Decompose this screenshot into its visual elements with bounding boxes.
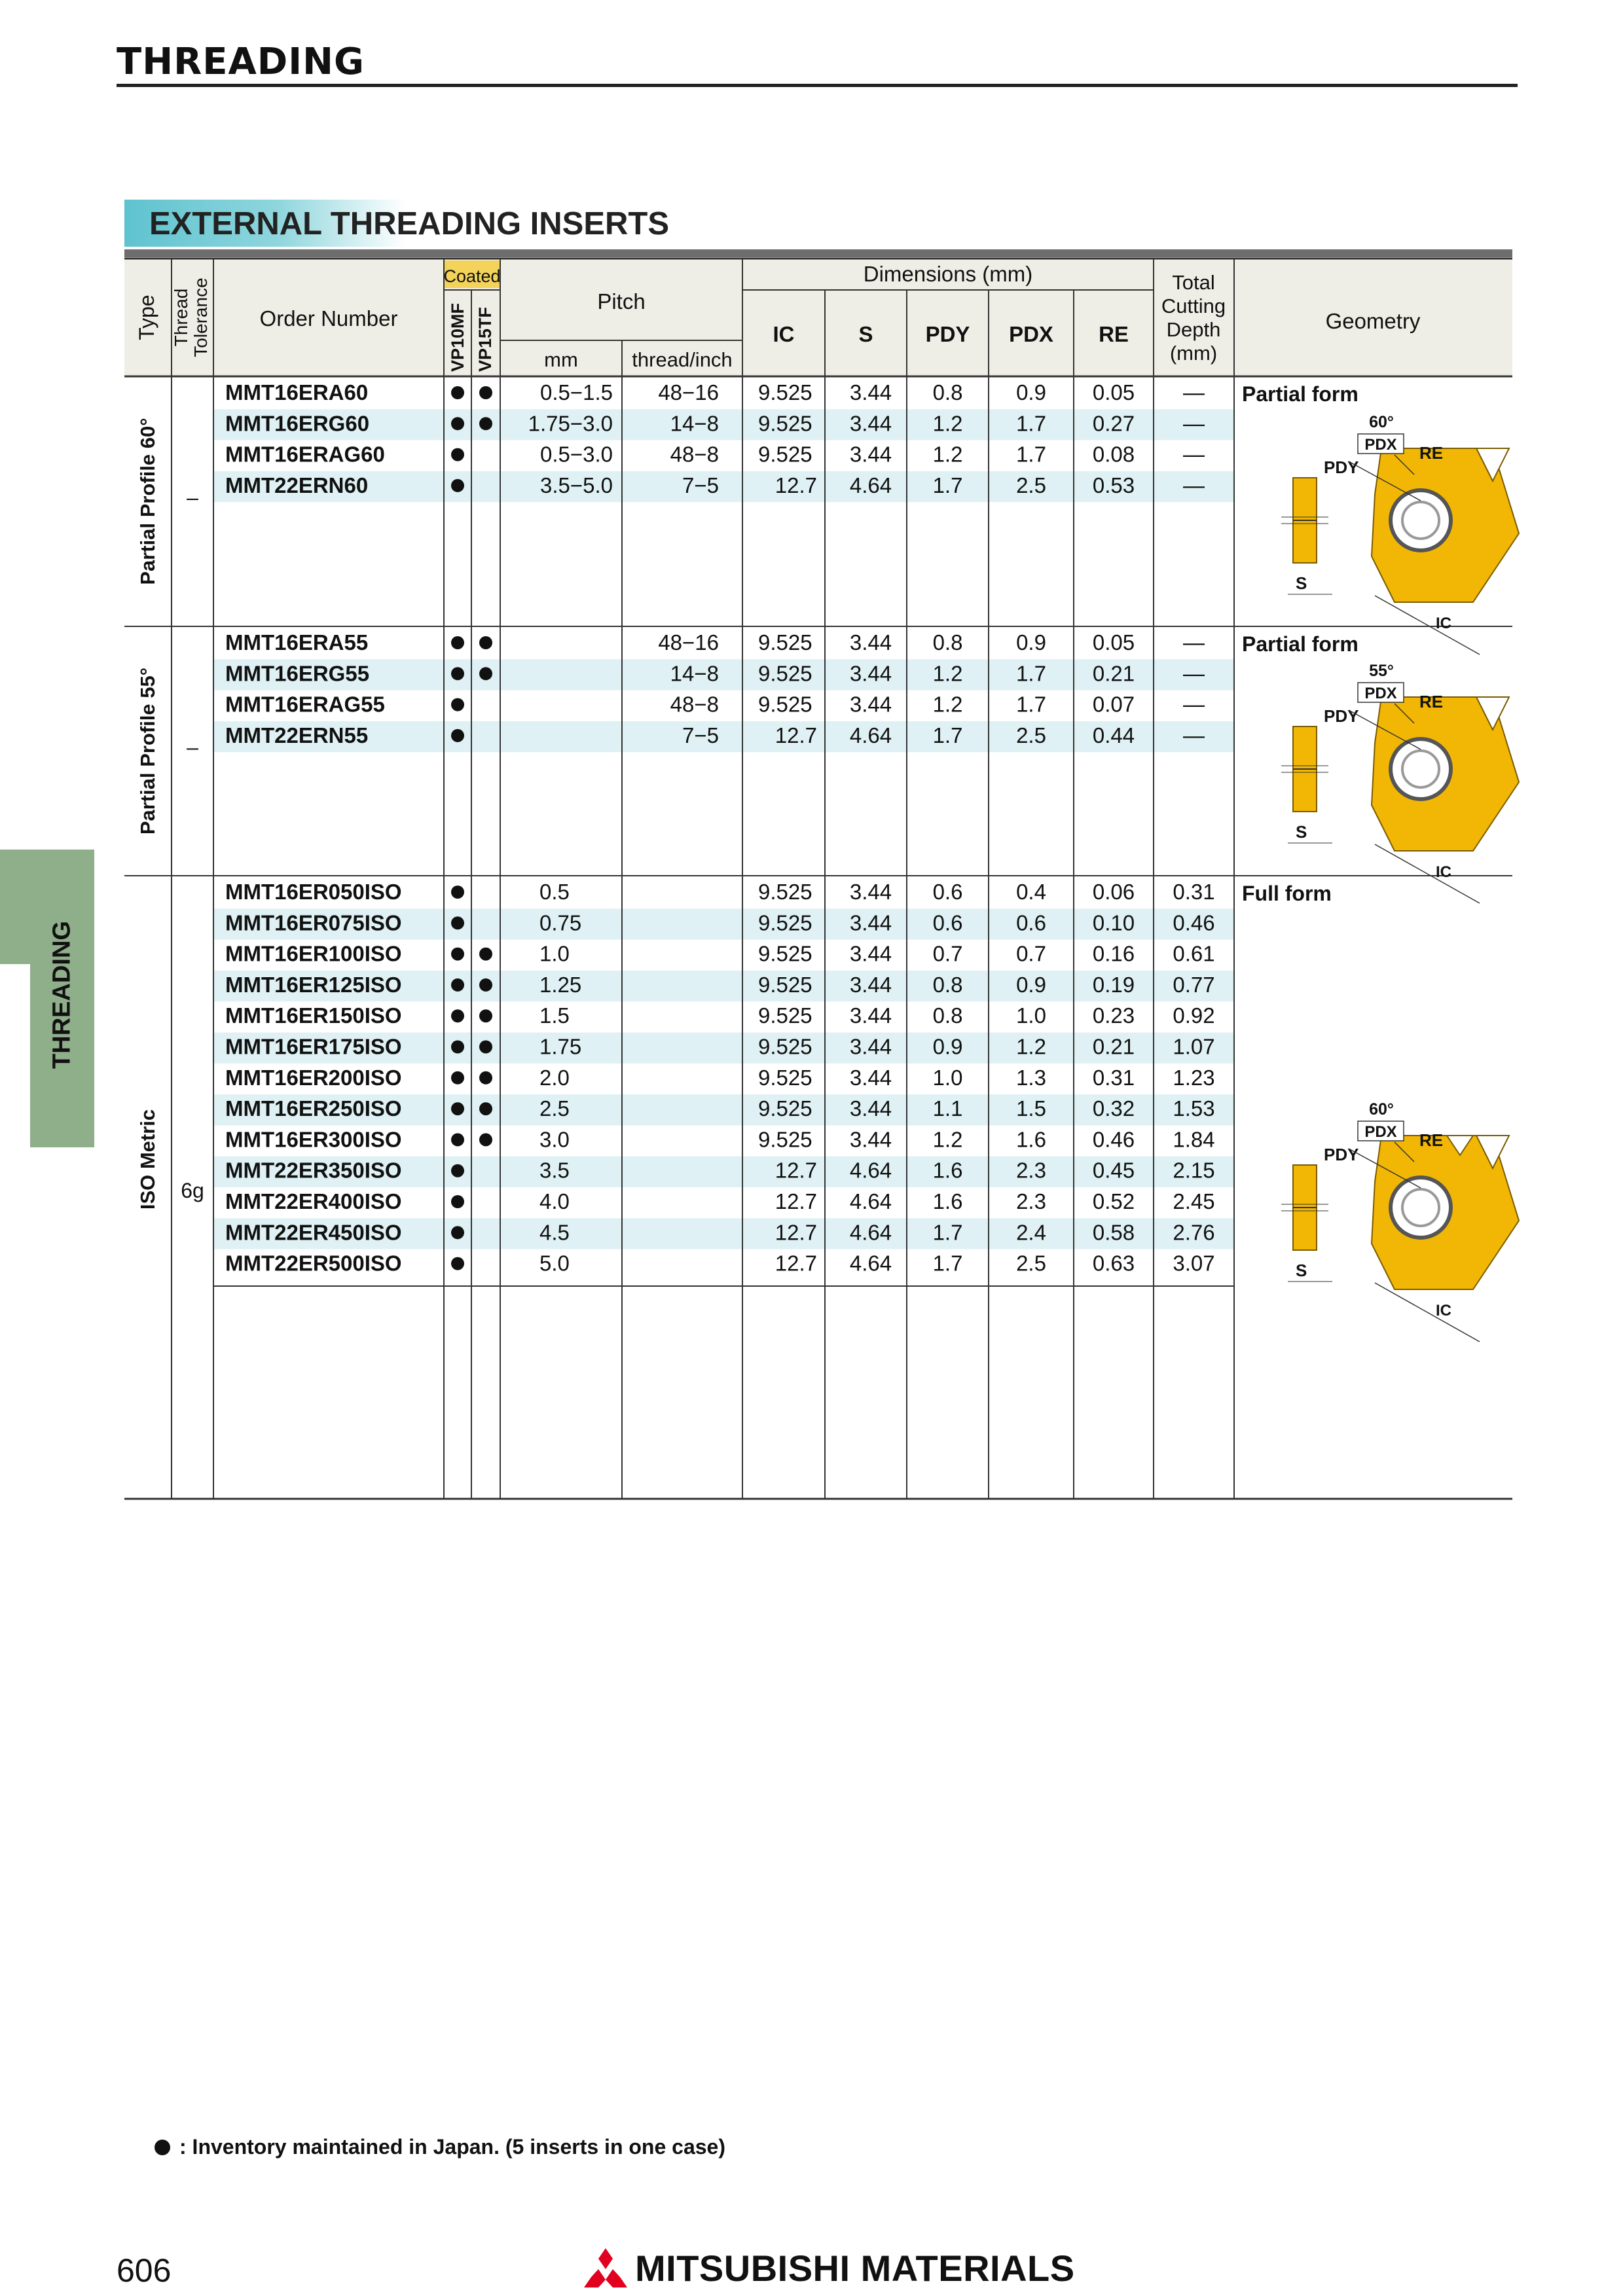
- pitch-mm: 1.25: [539, 972, 582, 997]
- pitch-mm: 0.75: [539, 910, 582, 935]
- stock-dot-vp15tf: [479, 1071, 492, 1085]
- diagram-label-ic: IC: [1436, 1302, 1451, 1319]
- diagram-label-pdx: PDX: [1364, 1123, 1397, 1141]
- dim-ic: 9.525: [758, 411, 812, 436]
- diagram-label-pdy: PDY: [1324, 457, 1359, 477]
- dim-pdy: 1.7: [932, 473, 963, 497]
- order-number: MMT22ER350ISO: [225, 1158, 402, 1183]
- dim-pdy: 1.7: [932, 1251, 963, 1276]
- group-type-label: Partial Profile 55°: [136, 667, 159, 835]
- stock-dot-vp15tf: [479, 386, 492, 399]
- diagram-angle-label: 60°: [1369, 413, 1394, 431]
- dim-re: 0.27: [1092, 411, 1135, 436]
- stock-dot-vp10mf: [451, 729, 464, 742]
- dim-pdy: 1.2: [932, 411, 963, 436]
- pitch-mm: 4.5: [539, 1220, 570, 1245]
- dim-pdx: 1.7: [1016, 661, 1046, 686]
- pitch-mm: 3.5−5.0: [539, 473, 613, 497]
- dim-re: 0.53: [1092, 473, 1135, 497]
- dim-re: 0.10: [1092, 910, 1135, 935]
- stock-dot-vp10mf: [451, 1164, 464, 1177]
- footnote: [155, 2135, 725, 2159]
- dim-pdx: 2.3: [1016, 1189, 1046, 1213]
- dim-re: 0.44: [1092, 723, 1135, 747]
- three-diamonds-icon: [584, 2248, 627, 2287]
- dim-re: 0.31: [1092, 1065, 1135, 1090]
- dim-s: 3.44: [849, 1127, 892, 1152]
- dim-ic: 9.525: [758, 1127, 812, 1152]
- stock-dot-vp10mf: [451, 1133, 464, 1146]
- pitch-tpi: 7−5: [682, 723, 719, 747]
- dim-s: 3.44: [849, 1065, 892, 1090]
- dim-ic: 9.525: [758, 1096, 812, 1121]
- order-number: MMT16ERAG55: [225, 692, 385, 717]
- pitch-mm: 2.0: [539, 1065, 570, 1090]
- header-pitch-tpi: thread/inch: [632, 348, 733, 371]
- header-type: Type: [135, 295, 158, 340]
- order-number: MMT16ERG55: [225, 661, 370, 686]
- header-order-number: Order Number: [259, 306, 398, 331]
- dim-pdx: 2.5: [1016, 1251, 1046, 1276]
- pitch-mm: 1.5: [539, 1003, 570, 1028]
- dim-s: 3.44: [849, 380, 892, 404]
- diagram-label-pdx: PDX: [1364, 436, 1397, 454]
- total-cutting-depth: 3.07: [1173, 1251, 1215, 1276]
- dim-s: 3.44: [849, 1034, 892, 1059]
- dim-ic: 9.525: [758, 941, 812, 966]
- pitch-mm: 0.5: [539, 880, 570, 904]
- dim-pdy: 1.2: [932, 692, 963, 717]
- dimension-line: [1375, 1283, 1480, 1342]
- order-number: MMT16ERG60: [225, 411, 370, 436]
- order-number: MMT16ER300ISO: [225, 1127, 402, 1152]
- dim-ic: 9.525: [758, 630, 812, 655]
- diagram-label-ic: IC: [1436, 615, 1451, 632]
- stock-dot-vp15tf: [479, 948, 492, 961]
- stock-dot-vp15tf: [479, 1009, 492, 1022]
- order-number: MMT16ERAG60: [225, 442, 385, 467]
- pitch-mm: 1.0: [539, 941, 570, 966]
- dimension-line: [1375, 844, 1480, 903]
- stock-dot-vp10mf: [451, 1009, 464, 1022]
- dim-pdy: 1.7: [932, 1220, 963, 1245]
- dim-pdy: 0.9: [932, 1034, 963, 1059]
- dim-pdy: 0.8: [932, 1003, 963, 1028]
- brand-name: MITSUBISHI MATERIALS: [635, 2247, 1075, 2289]
- dim-ic: 9.525: [758, 972, 812, 997]
- pitch-mm: 3.0: [539, 1127, 570, 1152]
- order-number: MMT22ERN55: [225, 723, 369, 747]
- header-grade-vp10mf: VP10MF: [448, 302, 467, 372]
- dim-pdx: 1.0: [1016, 1003, 1046, 1028]
- group-geometry-label: Full form: [1242, 882, 1332, 905]
- insert-hole-inner: [1402, 502, 1439, 539]
- dim-s: 4.64: [849, 1158, 892, 1183]
- insert-hole-inner: [1402, 1189, 1439, 1226]
- header-tolerance: Tolerance: [191, 278, 211, 357]
- total-cutting-depth: —: [1183, 442, 1205, 467]
- dim-ic: 12.7: [775, 473, 817, 497]
- pitch-mm: 0.5−1.5: [539, 380, 613, 404]
- total-cutting-depth: —: [1183, 692, 1205, 717]
- header-dimension: PDY: [925, 322, 970, 346]
- dimension-line: [1375, 596, 1480, 655]
- dim-pdy: 0.8: [932, 380, 963, 404]
- header-dimensions: Dimensions (mm): [863, 262, 1033, 286]
- dim-pdy: 1.2: [932, 442, 963, 467]
- dim-re: 0.21: [1092, 661, 1135, 686]
- dim-s: 3.44: [849, 910, 892, 935]
- stock-dot-vp15tf: [479, 1102, 492, 1115]
- dim-ic: 12.7: [775, 1158, 817, 1183]
- dim-s: 3.44: [849, 661, 892, 686]
- total-cutting-depth: 0.92: [1173, 1003, 1215, 1028]
- dim-pdx: 1.7: [1016, 442, 1046, 467]
- dim-ic: 9.525: [758, 1065, 812, 1090]
- total-cutting-depth: 2.45: [1173, 1189, 1215, 1213]
- dim-pdy: 0.8: [932, 630, 963, 655]
- total-cutting-depth: —: [1183, 630, 1205, 655]
- dim-pdx: 1.6: [1016, 1127, 1046, 1152]
- dim-pdx: 0.9: [1016, 972, 1046, 997]
- order-number: MMT22ER400ISO: [225, 1189, 402, 1213]
- group-tolerance: 6g: [181, 1179, 204, 1202]
- footnote-text: : Inventory maintained in Japan. (5 inserts in one case): [179, 2135, 725, 2159]
- stock-dot-vp15tf: [479, 1133, 492, 1146]
- dim-pdy: 1.6: [932, 1158, 963, 1183]
- diagram-angle-label: 60°: [1369, 1100, 1394, 1119]
- dim-pdy: 0.6: [932, 910, 963, 935]
- dim-pdx: 1.3: [1016, 1065, 1046, 1090]
- dim-pdy: 1.0: [932, 1065, 963, 1090]
- dim-re: 0.06: [1092, 880, 1135, 904]
- stock-dot-vp10mf: [451, 1102, 464, 1115]
- dim-pdy: 1.6: [932, 1189, 963, 1213]
- diagram-label-re: RE: [1419, 443, 1444, 463]
- dim-pdx: 1.7: [1016, 692, 1046, 717]
- stock-dot-vp10mf: [451, 886, 464, 899]
- stock-dot-vp10mf: [451, 1071, 464, 1085]
- stock-dot-vp10mf: [451, 636, 464, 649]
- total-cutting-depth: —: [1183, 380, 1205, 404]
- header-coated: Coated: [443, 266, 501, 286]
- dim-pdx: 1.5: [1016, 1096, 1046, 1121]
- dim-s: 3.44: [849, 630, 892, 655]
- pitch-mm: 1.75−3.0: [528, 411, 613, 436]
- dim-re: 0.32: [1092, 1096, 1135, 1121]
- total-cutting-depth: 0.77: [1173, 972, 1215, 997]
- header-grade-vp15tf: VP15TF: [475, 306, 495, 372]
- dim-re: 0.05: [1092, 380, 1135, 404]
- diagram-label-s: S: [1296, 1261, 1307, 1280]
- dim-pdx: 0.7: [1016, 941, 1046, 966]
- pitch-mm: 2.5: [539, 1096, 570, 1121]
- diagram-label-pdy: PDY: [1324, 1145, 1359, 1164]
- pitch-mm: 5.0: [539, 1251, 570, 1276]
- diagram-label-pdx: PDX: [1364, 685, 1397, 702]
- dim-ic: 12.7: [775, 1220, 817, 1245]
- order-number: MMT22ER500ISO: [225, 1251, 402, 1276]
- side-tab-label: THREADING: [48, 921, 76, 1069]
- dim-pdy: 1.2: [932, 1127, 963, 1152]
- header-pitch: Pitch: [597, 289, 646, 314]
- dim-s: 3.44: [849, 880, 892, 904]
- header-geometry: Geometry: [1325, 309, 1421, 333]
- stock-dot-vp10mf: [451, 1257, 464, 1270]
- pitch-mm: 0.5−3.0: [539, 442, 613, 467]
- dim-pdy: 1.7: [932, 723, 963, 747]
- order-number: MMT22ERN60: [225, 473, 369, 497]
- stock-dot-vp10mf: [451, 479, 464, 492]
- header-depth: (mm): [1169, 342, 1218, 365]
- diagram-label-s: S: [1296, 822, 1307, 842]
- page-number: 606: [117, 2252, 172, 2289]
- group-type-label: ISO Metric: [136, 1109, 159, 1210]
- dim-ic: 9.525: [758, 380, 812, 404]
- pitch-tpi: 7−5: [682, 473, 719, 497]
- dim-s: 3.44: [849, 1096, 892, 1121]
- dim-ic: 9.525: [758, 880, 812, 904]
- dim-s: 4.64: [849, 473, 892, 497]
- stock-dot-vp10mf: [451, 448, 464, 461]
- header-dimension: RE: [1099, 322, 1129, 346]
- dim-pdy: 1.1: [932, 1096, 963, 1121]
- dim-pdx: 2.4: [1016, 1220, 1046, 1245]
- dim-re: 0.08: [1092, 442, 1135, 467]
- order-number: MMT16ER100ISO: [225, 941, 402, 966]
- dim-s: 4.64: [849, 723, 892, 747]
- group-geometry-label: Partial form: [1242, 382, 1359, 406]
- stock-dot-vp10mf: [451, 386, 464, 399]
- dim-ic: 12.7: [775, 1251, 817, 1276]
- dim-ic: 12.7: [775, 723, 817, 747]
- header-pitch-mm: mm: [544, 348, 578, 371]
- order-number: MMT22ER450ISO: [225, 1220, 402, 1245]
- group-tolerance: –: [187, 486, 198, 509]
- stock-dot-vp15tf: [479, 1041, 492, 1054]
- total-cutting-depth: 1.53: [1173, 1096, 1215, 1121]
- dim-re: 0.19: [1092, 972, 1135, 997]
- diagram-label-re: RE: [1419, 692, 1444, 711]
- stock-dot-vp10mf: [451, 1226, 464, 1239]
- total-cutting-depth: —: [1183, 723, 1205, 747]
- dim-pdx: 0.6: [1016, 910, 1046, 935]
- dim-s: 3.44: [849, 941, 892, 966]
- total-cutting-depth: 2.15: [1173, 1158, 1215, 1183]
- dim-re: 0.21: [1092, 1034, 1135, 1059]
- stock-dot-vp10mf: [451, 916, 464, 929]
- dim-ic: 9.525: [758, 692, 812, 717]
- dim-re: 0.23: [1092, 1003, 1135, 1028]
- dim-pdy: 1.2: [932, 661, 963, 686]
- total-cutting-depth: 0.46: [1173, 910, 1215, 935]
- dim-pdx: 1.2: [1016, 1034, 1046, 1059]
- order-number: MMT16ERA60: [225, 380, 369, 404]
- dim-s: 3.44: [849, 1003, 892, 1028]
- dim-re: 0.07: [1092, 692, 1135, 717]
- diagram-label-ic: IC: [1436, 863, 1451, 881]
- stock-dot-vp10mf: [451, 1195, 464, 1208]
- pitch-tpi: 14−8: [670, 661, 719, 686]
- total-cutting-depth: —: [1183, 473, 1205, 497]
- bullet-icon: [155, 2140, 170, 2155]
- total-cutting-depth: 0.61: [1173, 941, 1215, 966]
- dim-s: 4.64: [849, 1189, 892, 1213]
- dim-re: 0.05: [1092, 630, 1135, 655]
- stock-dot-vp15tf: [479, 667, 492, 680]
- dim-ic: 9.525: [758, 442, 812, 467]
- total-cutting-depth: —: [1183, 411, 1205, 436]
- stock-dot-vp10mf: [451, 667, 464, 680]
- pitch-tpi: 48−16: [658, 380, 719, 404]
- brand-logo: [584, 2245, 1075, 2291]
- header-tolerance: Thread: [171, 288, 191, 347]
- pitch-tpi: 14−8: [670, 411, 719, 436]
- pitch-mm: 3.5: [539, 1158, 570, 1183]
- dim-ic: 9.525: [758, 1003, 812, 1028]
- section-title: EXTERNAL THREADING INSERTS: [149, 206, 670, 242]
- dim-pdx: 2.5: [1016, 473, 1046, 497]
- dim-pdx: 2.5: [1016, 723, 1046, 747]
- stock-dot-vp15tf: [479, 417, 492, 430]
- order-number: MMT16ER050ISO: [225, 880, 402, 904]
- order-number: MMT16ER175ISO: [225, 1034, 402, 1059]
- total-cutting-depth: 1.84: [1173, 1127, 1215, 1152]
- dim-pdy: 0.6: [932, 880, 963, 904]
- group-tolerance: –: [187, 735, 198, 759]
- insert-hole-inner: [1402, 751, 1439, 787]
- dim-s: 3.44: [849, 442, 892, 467]
- header-depth: Depth: [1166, 318, 1221, 341]
- pitch-tpi: 48−16: [658, 630, 719, 655]
- dim-ic: 9.525: [758, 1034, 812, 1059]
- stock-dot-vp10mf: [451, 698, 464, 711]
- dim-re: 0.46: [1092, 1127, 1135, 1152]
- stock-dot-vp10mf: [451, 1041, 464, 1054]
- header-dimension: S: [858, 322, 873, 346]
- total-cutting-depth: 2.76: [1173, 1220, 1215, 1245]
- group-type-label: Partial Profile 60°: [136, 418, 159, 585]
- stock-dot-vp15tf: [479, 978, 492, 992]
- dim-re: 0.63: [1092, 1251, 1135, 1276]
- dim-s: 3.44: [849, 692, 892, 717]
- dim-ic: 9.525: [758, 661, 812, 686]
- order-number: MMT16ER250ISO: [225, 1096, 402, 1121]
- total-cutting-depth: 1.07: [1173, 1034, 1215, 1059]
- dim-s: 4.64: [849, 1220, 892, 1245]
- pitch-mm: 1.75: [539, 1034, 582, 1059]
- stock-dot-vp10mf: [451, 978, 464, 992]
- order-number: MMT16ER150ISO: [225, 1003, 402, 1028]
- pitch-tpi: 48−8: [670, 442, 719, 467]
- dim-pdx: 2.3: [1016, 1158, 1046, 1183]
- stock-dot-vp10mf: [451, 948, 464, 961]
- dim-pdx: 0.9: [1016, 380, 1046, 404]
- group-geometry-label: Partial form: [1242, 632, 1359, 656]
- header-depth: Cutting: [1161, 295, 1226, 317]
- diagram-label-s: S: [1296, 573, 1307, 593]
- pitch-mm: 4.0: [539, 1189, 570, 1213]
- order-number: MMT16ER125ISO: [225, 972, 402, 997]
- total-cutting-depth: 0.31: [1173, 880, 1215, 904]
- dim-pdy: 0.7: [932, 941, 963, 966]
- diagram-label-pdy: PDY: [1324, 706, 1359, 726]
- stock-dot-vp15tf: [479, 636, 492, 649]
- dim-pdx: 0.4: [1016, 880, 1046, 904]
- dim-s: 4.64: [849, 1251, 892, 1276]
- dim-pdx: 0.9: [1016, 630, 1046, 655]
- dim-re: 0.16: [1092, 941, 1135, 966]
- header-depth: Total: [1172, 271, 1215, 294]
- dim-ic: 12.7: [775, 1189, 817, 1213]
- stock-dot-vp10mf: [451, 417, 464, 430]
- dim-re: 0.52: [1092, 1189, 1135, 1213]
- diagram-angle-label: 55°: [1369, 662, 1394, 680]
- header-dimension: IC: [773, 322, 795, 346]
- dim-s: 3.44: [849, 411, 892, 436]
- dim-re: 0.58: [1092, 1220, 1135, 1245]
- dim-re: 0.45: [1092, 1158, 1135, 1183]
- order-number: MMT16ER075ISO: [225, 910, 402, 935]
- dim-s: 3.44: [849, 972, 892, 997]
- page-header-title: THREADING: [117, 41, 365, 83]
- order-number: MMT16ER200ISO: [225, 1065, 402, 1090]
- total-cutting-depth: 1.23: [1173, 1065, 1215, 1090]
- diagram-label-re: RE: [1419, 1130, 1444, 1150]
- total-cutting-depth: —: [1183, 661, 1205, 686]
- pitch-tpi: 48−8: [670, 692, 719, 717]
- order-number: MMT16ERA55: [225, 630, 369, 655]
- dim-pdy: 0.8: [932, 972, 963, 997]
- dim-pdx: 1.7: [1016, 411, 1046, 436]
- dim-ic: 9.525: [758, 910, 812, 935]
- header-dimension: PDX: [1009, 322, 1053, 346]
